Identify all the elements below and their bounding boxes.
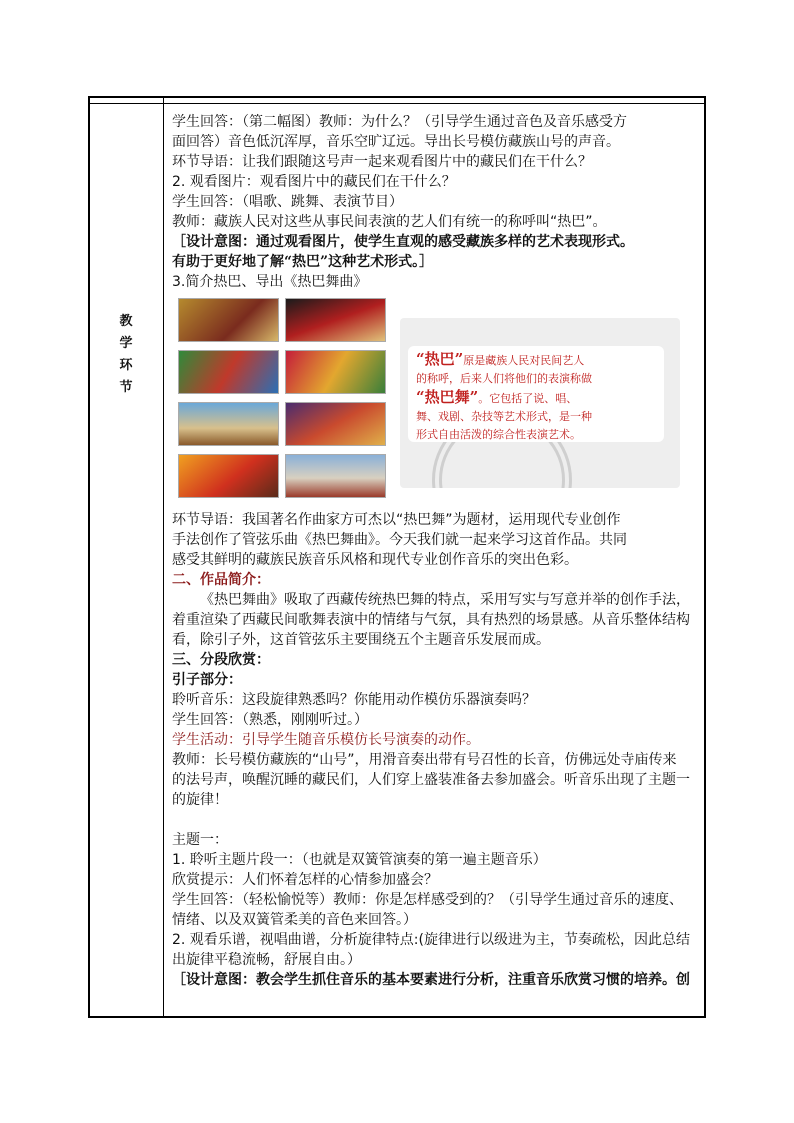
relaba-dance-term: “热巴舞” bbox=[416, 388, 479, 406]
text-line: 出旋律平稳流畅，舒展自由。） bbox=[172, 952, 361, 968]
photo-long-horns bbox=[285, 298, 386, 342]
card-text: 。它包括了说、唱、 bbox=[478, 392, 578, 405]
text-line: 面回答）音色低沉浑厚，音乐空旷辽远。导出长号模仿藏族山号的声音。 bbox=[172, 134, 620, 150]
left-column bbox=[90, 98, 164, 1016]
relaba-term: “热巴” bbox=[416, 350, 464, 368]
text-line: 情绪、以及双簧管柔美的音色来回答。） bbox=[172, 912, 417, 928]
text-line: 手法创作了管弦乐曲《热巴舞曲》。今天我们就一起来学习这首作品。共同 bbox=[172, 532, 627, 548]
lesson-content bbox=[172, 112, 698, 990]
side-char: 节 bbox=[119, 380, 133, 395]
text-line: 学生回答：（轻松愉悦等）教师：你是怎样感受到的？（引导学生通过音乐的速度、 bbox=[172, 892, 683, 908]
text-line: 的法号声，唤醒沉睡的藏民们，人们穿上盛装准备去参加盛会。听音乐出现了主题一 bbox=[172, 772, 690, 788]
text-line: 1. 聆听主题片段一：（也就是双簧管演奏的第一遍主题音乐） bbox=[172, 852, 547, 868]
photo-dancers-red bbox=[285, 350, 386, 394]
text-line: 着重渲染了西藏民间歌舞表演中的情绪与气氛，具有热烈的场景感。从音乐整体结构 bbox=[172, 612, 690, 628]
student-activity-line: 学生活动：引导学生随音乐模仿长号演奏的动作。 bbox=[172, 732, 480, 748]
text-line: 学生回答：（熟悉，刚刚听过。） bbox=[172, 712, 368, 728]
text-line: 《热巴舞曲》吸取了西藏传统热巴舞的特点，采用写实与写意并举的创作手法， bbox=[200, 592, 690, 608]
text-line: 聆听音乐：这段旋律熟悉吗？你能用动作模仿乐器演奏吗？ bbox=[172, 692, 536, 708]
text-line: 3.简介热巴、导出《热巴舞曲》 bbox=[172, 274, 368, 290]
images-row bbox=[172, 298, 698, 506]
text-line: 2. 观看图片：观看图片中的藏民们在干什么？ bbox=[172, 174, 456, 190]
text-line: 2. 观看乐谱，视唱曲谱，分析旋律特点:(旋律进行以级进为主，节奏疏松，因此总结 bbox=[172, 932, 690, 948]
text-line: 教师：长号模仿藏族的“山号”，用滑音奏出带有号召性的长音，仿佛远处寺庙传来 bbox=[172, 752, 677, 768]
text-line: 欣赏提示：人们怀着怎样的心情参加盛会？ bbox=[172, 872, 438, 888]
text-line: 感受其鲜明的藏族民族音乐风格和现代专业创作音乐的突出色彩。 bbox=[172, 552, 578, 568]
text-line: 学生回答：（唱歌、跳舞、表演节目） bbox=[172, 194, 403, 210]
text-line: 的旋律！ bbox=[172, 792, 228, 808]
side-char: 环 bbox=[119, 358, 133, 373]
subsection-heading: 引子部分： bbox=[172, 672, 242, 688]
tibetan-photo-grid bbox=[178, 298, 388, 498]
teaching-section-label bbox=[90, 311, 162, 399]
card-text: 的称呼，后来人们将他们的表演称做 bbox=[416, 372, 592, 385]
photo-outdoor-dance bbox=[178, 402, 279, 446]
photo-stage-performance bbox=[285, 402, 386, 446]
text-line: 环节导语：让我们跟随这号声一起来观看图片中的藏民们在干什么？ bbox=[172, 154, 592, 170]
design-intent-line: ［设计意图：通过观看图片，使学生直观的感受藏族多样的艺术表现形式。 bbox=[172, 234, 634, 250]
photo-festival-crowd bbox=[285, 454, 386, 498]
table-top-rule bbox=[90, 103, 704, 104]
side-char: 学 bbox=[119, 336, 133, 351]
design-intent-line: ［设计意图：教会学生抓住音乐的基本要素进行分析，注重音乐欣赏习惯的培养。创 bbox=[172, 972, 690, 988]
text-line: 学生回答：（第二幅图）教师：为什么？（引导学生通过音色及音乐感受方 bbox=[172, 114, 627, 130]
relaba-description bbox=[408, 346, 664, 442]
text-line: 看，除引子外，这首管弦乐主要围绕五个主题音乐发展而成。 bbox=[172, 632, 550, 648]
photo-dancers-green bbox=[178, 350, 279, 394]
photo-drum-dancers bbox=[178, 454, 279, 498]
card-text: 舞、戏剧、杂技等艺术形式，是一种 bbox=[416, 410, 592, 423]
section-heading: 二、作品简介： bbox=[172, 572, 270, 588]
card-text: 形式自由活泼的综合性表演艺术。 bbox=[416, 428, 581, 441]
text-line: 环节导语：我国著名作曲家方可杰以“热巴舞”为题材，运用现代专业创作 bbox=[172, 512, 621, 528]
card-text: 原是藏族人民对民间艺人 bbox=[463, 354, 585, 367]
section-heading: 三、分段欣赏： bbox=[172, 652, 270, 668]
theme-heading: 主题一： bbox=[172, 832, 228, 848]
blank-line bbox=[172, 810, 698, 830]
side-char: 教 bbox=[119, 314, 133, 329]
lesson-table bbox=[88, 96, 706, 1018]
design-intent-line: 有助于更好地了解“热巴”这种艺术形式。］ bbox=[172, 254, 434, 270]
photo-horn-players bbox=[178, 298, 279, 342]
relaba-intro-card bbox=[400, 318, 680, 488]
text-line: 教师：藏族人民对这些从事民间表演的艺人们有统一的称呼叫“热巴”。 bbox=[172, 214, 607, 230]
